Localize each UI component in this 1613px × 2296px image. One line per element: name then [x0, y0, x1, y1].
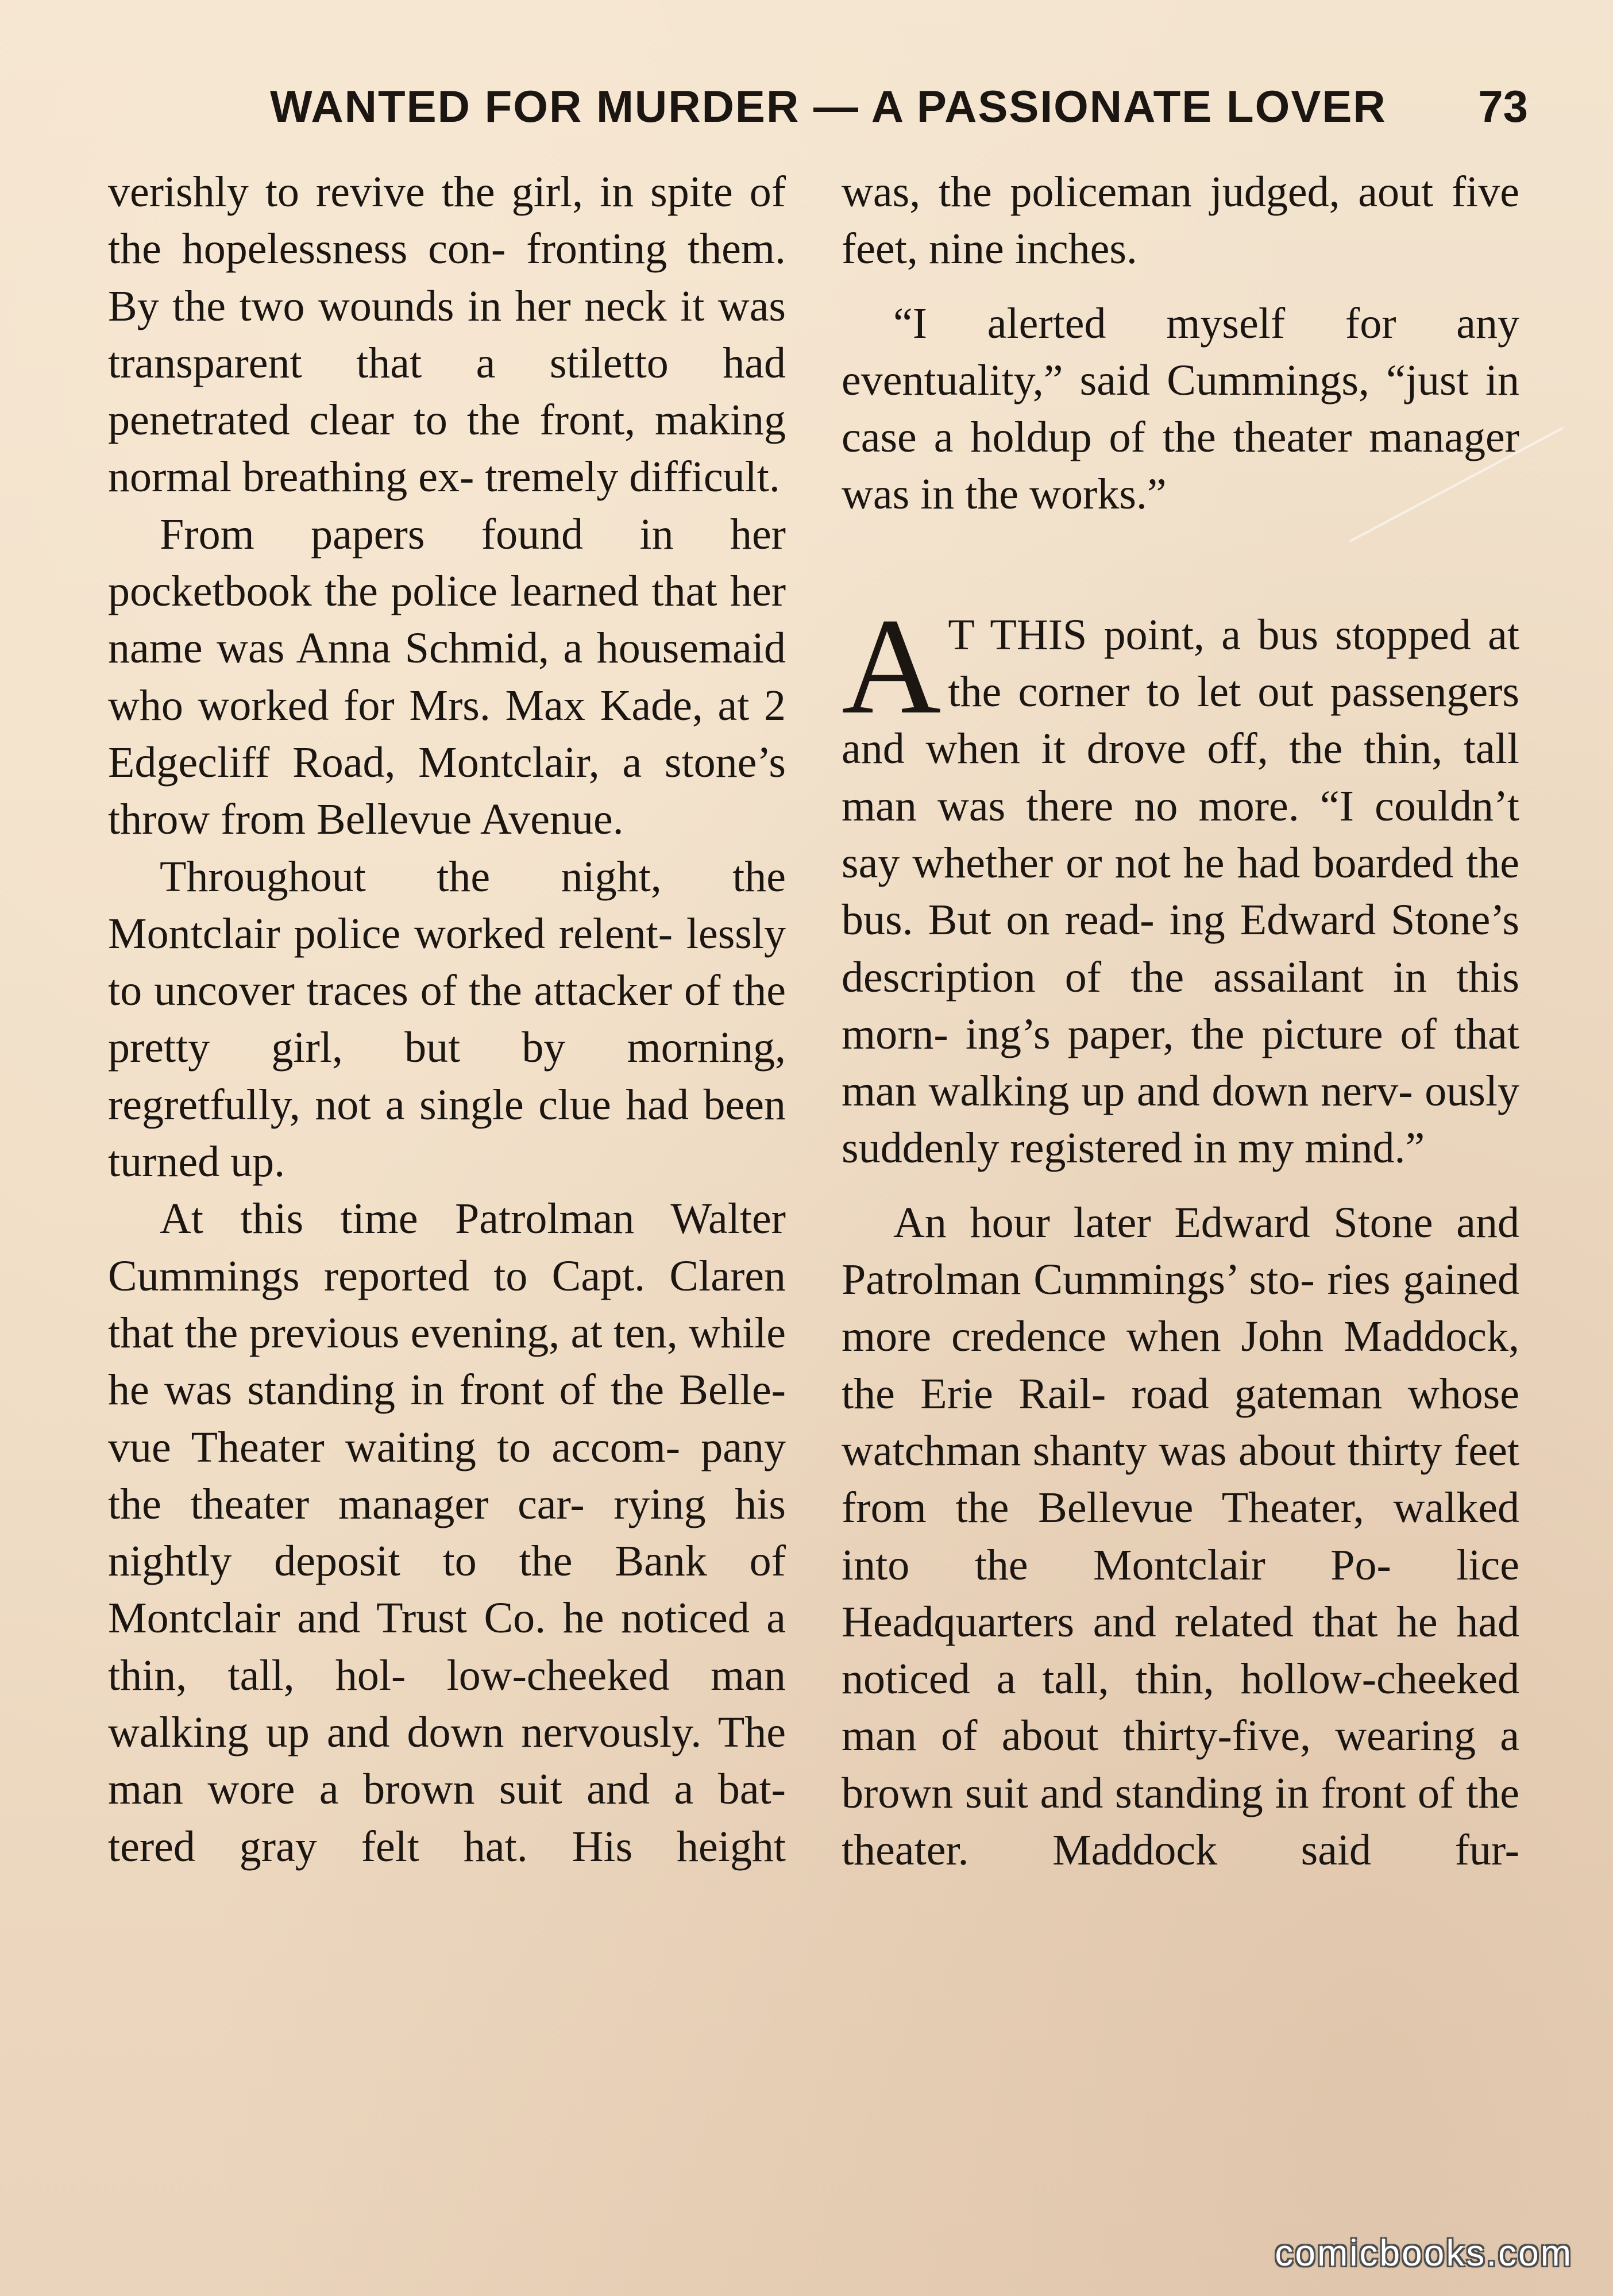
drop-cap-letter: A — [842, 589, 941, 742]
right-paragraph-3-text: T THIS point, a bus stopped at the corner to let out passengers and when it drove off, the thin, tall man was there no more. “I couldn’t say whether or not he had boarded the bus. But on read- ing Edward Stone’s description of the assailant in this morn- ing’s paper, the picture of that man walking up and down nerv- ously suddenly registered in my mind.” — [842, 610, 1519, 1173]
page-header — [270, 75, 1528, 144]
paragraph-gap — [842, 278, 1519, 295]
right-paragraph-2: “I alerted myself for any eventuality,” said Cummings, “just in case a holdup of the theater manager was in the works.” — [842, 299, 1519, 519]
right-paragraph-4: An hour later Edward Stone and Patrolman Cummings’ sto- ries gained more credence when John Maddock, the Erie Rail- road gateman whose watchman shanty was about thirty feet from the Bellevue Theater, walked into the Montclair Po- lice Headquarters and related that he had noticed a tall, thin, hollow-cheeked man of about thirty-five, wearing a brown suit and standing in front of the theater. Maddock said fur- — [842, 1198, 1519, 1875]
running-head: WANTED FOR MURDER — A PASSIONATE LOVER — [270, 81, 1387, 132]
right-paragraph-3 — [842, 589, 1519, 1177]
left-paragraph-3: Throughout the night, the Montclair police worked relent- lessly to uncover traces of the attacker of the pretty girl, but by morning, regretfully, not a single clue had been turned up. — [108, 852, 786, 1186]
right-paragraph-1: was, the policeman judged, aout five feet, nine inches. — [842, 168, 1519, 273]
section-break — [842, 523, 1519, 607]
right-column — [842, 164, 1519, 1879]
left-column — [108, 164, 786, 1875]
left-paragraph-2: From papers found in her pocketbook the police learned that her name was Anna Schmid, a housemaid who worked for Mrs. Max Kade, at 2 Edgecliff Road, Montclair, a stone’s throw from Bellevue Avenue. — [108, 510, 786, 844]
left-paragraph-4: At this time Patrolman Walter Cummings reported to Capt. Claren that the previous evening, at ten, while he was standing in front of the Belle- vue Theater waiting to accom- pany the theater manager car- rying his nightly deposit to the Bank of Montclair and Trust Co. he noticed a thin, tall, hol- low-cheeked man walking up and down nervously. The man wore a brown suit and a bat- tered gray felt hat. His height — [108, 1195, 786, 1871]
page-number: 73 — [1478, 81, 1528, 132]
watermark-logo: comicbooks.com — [1275, 2232, 1573, 2274]
paragraph-gap — [842, 1177, 1519, 1195]
left-paragraph-1: verishly to revive the girl, in spite of the hopelessness con- fronting them. By the two wounds in her neck it was transparent that a stiletto had penetrated clear to the front, making normal breathing ex- tremely difficult. — [108, 168, 786, 502]
